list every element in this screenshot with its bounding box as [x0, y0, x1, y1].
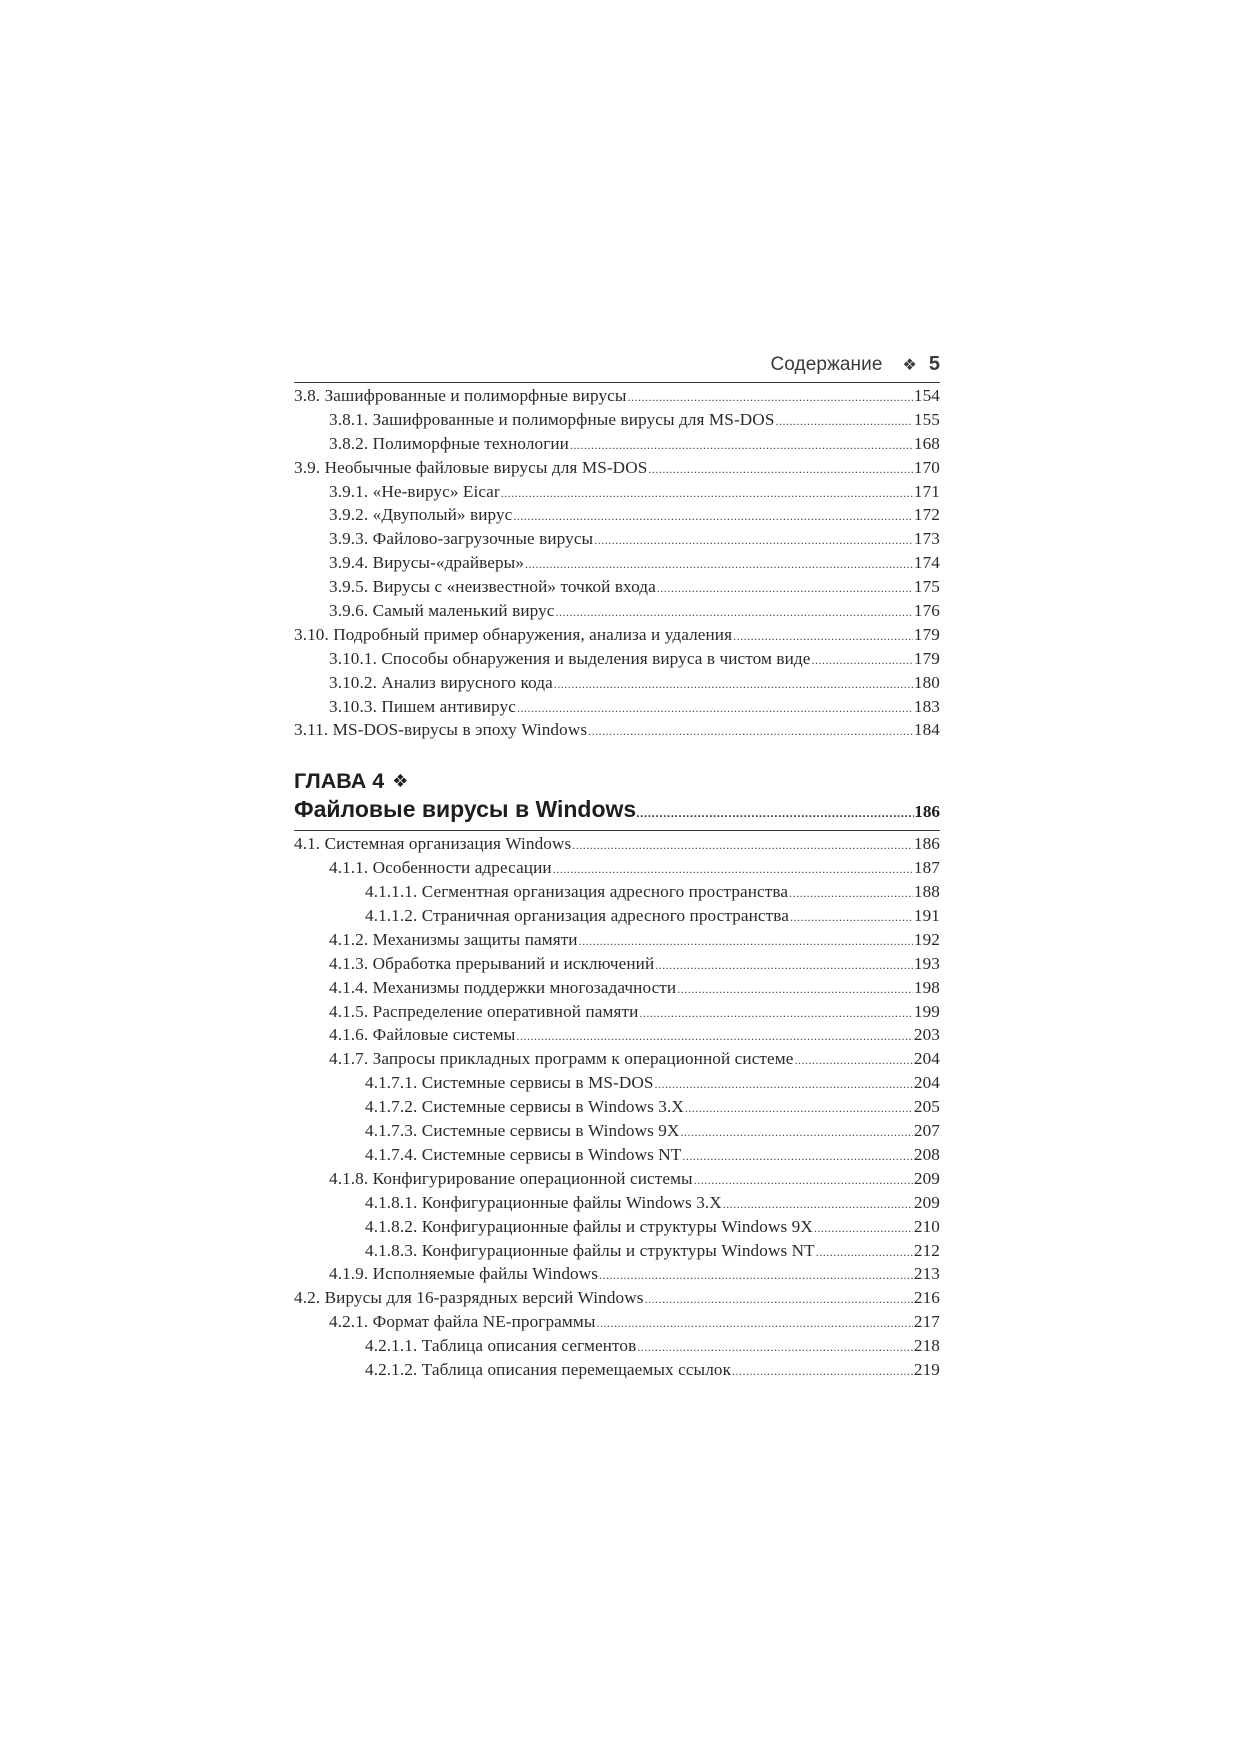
toc-entry-page: 184	[913, 720, 940, 740]
toc-entry[interactable]	[294, 954, 940, 978]
toc-entry-page: 209	[913, 1168, 940, 1188]
diamond-ornament-icon: ❖	[392, 770, 409, 791]
toc-entry[interactable]	[294, 1145, 940, 1169]
toc-entry-page: 203	[913, 1025, 940, 1045]
toc-entry[interactable]	[294, 1336, 940, 1360]
toc-entry-title: 4.1.6. Файловые системы	[329, 1025, 516, 1045]
toc-entry[interactable]	[294, 1360, 940, 1384]
toc-entry-page: 179	[913, 648, 940, 668]
toc-entry[interactable]	[294, 1049, 940, 1073]
toc-entry[interactable]	[294, 1097, 940, 1121]
toc-entry[interactable]	[294, 720, 940, 744]
toc-entry-title: 3.9.1. «Не-вирус» Eicar	[329, 481, 500, 501]
toc-entry-title: 4.1.1. Особенности адресации	[329, 858, 552, 878]
chapter-title: Файловые вирусы в Windows	[294, 796, 637, 823]
toc-entry-title: 3.10.1. Способы обнаружения и выделения вируса в чистом виде	[329, 648, 811, 668]
toc-entry-page: 170	[913, 457, 940, 477]
toc-entry-page: 199	[913, 1001, 940, 1021]
toc-entry-page: 155	[913, 409, 940, 429]
toc-entry[interactable]	[294, 906, 940, 930]
dot-leader	[645, 1292, 913, 1307]
toc-entry[interactable]	[294, 482, 940, 506]
toc-entry-title: 4.1.5. Распределение оперативной памяти	[329, 1001, 639, 1021]
dot-leader	[637, 1340, 913, 1355]
toc-entry-title: 4.1.9. Исполняемые файлы Windows	[329, 1264, 599, 1284]
dot-leader	[639, 1006, 913, 1021]
toc-entry[interactable]	[294, 529, 940, 553]
toc-entry-title: 3.8.1. Зашифрованные и полиморфные вирусы для MS-DOS	[329, 409, 775, 429]
toc-entry-page: 180	[913, 672, 940, 692]
toc-entry-title: 4.2. Вирусы для 16-разрядных версий Windows	[294, 1288, 644, 1308]
document-page	[294, 353, 940, 1384]
dot-leader	[516, 1029, 912, 1044]
toc-entry-page: 183	[913, 696, 940, 716]
toc-entry-page: 219	[913, 1359, 940, 1379]
toc-entry-page: 209	[913, 1192, 940, 1212]
toc-entry-page: 171	[913, 481, 940, 501]
toc-entry[interactable]	[294, 930, 940, 954]
toc-entry-title: 3.9.6. Самый маленький вирус	[329, 601, 555, 621]
dot-leader	[681, 1125, 913, 1140]
chapter-label: ГЛАВА 4	[294, 768, 385, 793]
toc-entry[interactable]	[294, 1312, 940, 1336]
dot-leader	[657, 581, 913, 596]
toc-entry[interactable]	[294, 1002, 940, 1026]
toc-entry[interactable]	[294, 649, 940, 673]
dot-leader	[570, 438, 913, 453]
dot-leader	[553, 862, 913, 877]
toc-entry[interactable]	[294, 577, 940, 601]
dot-leader	[572, 838, 913, 853]
toc-entry-page: 193	[913, 953, 940, 973]
toc-entry-title: 4.1.7.4. Системные сервисы в Windows NT	[365, 1144, 682, 1164]
toc-entry-title: 4.1.8.1. Конфигурационные файлы Windows 3.X	[365, 1192, 722, 1212]
toc-list-chapter-4	[294, 834, 940, 1383]
toc-entry-page: 213	[913, 1264, 940, 1284]
running-header	[294, 353, 940, 383]
diamond-ornament-icon: ❖	[902, 357, 917, 374]
toc-entry-title: 4.1.1.2. Страничная организация адресного пространства	[365, 906, 789, 926]
toc-entry-title: 3.9. Необычные файловые вирусы для MS-DOS	[294, 457, 648, 477]
toc-entry[interactable]	[294, 673, 940, 697]
toc-entry[interactable]	[294, 434, 940, 458]
dot-leader	[732, 1364, 913, 1379]
dot-leader	[655, 958, 913, 973]
toc-entry-title: 4.2.1.1. Таблица описания сегментов	[365, 1336, 637, 1356]
toc-entry-title: 4.1.4. Механизмы поддержки многозадачности	[329, 977, 677, 997]
dot-leader	[775, 414, 912, 429]
toc-entry-page: 192	[913, 929, 940, 949]
dot-leader	[501, 486, 913, 501]
toc-entry-page: 172	[913, 505, 940, 525]
dot-leader	[677, 982, 913, 997]
toc-entry[interactable]	[294, 858, 940, 882]
toc-entry-page: 216	[913, 1288, 940, 1308]
toc-entry-page: 188	[913, 882, 940, 902]
dot-leader	[599, 1268, 913, 1283]
dot-leader	[554, 677, 913, 692]
dot-leader	[812, 653, 913, 668]
toc-entry-title: 4.1.7.2. Системные сервисы в Windows 3.X	[365, 1097, 684, 1117]
toc-entry-page: 187	[913, 858, 940, 878]
dot-leader	[517, 701, 913, 716]
dot-leader	[648, 462, 913, 477]
toc-entry-page: 207	[913, 1121, 940, 1141]
toc-entry[interactable]	[294, 1121, 940, 1145]
toc-entry-title: 4.1.8.2. Конфигурационные файлы и структуры Windows 9X	[365, 1216, 813, 1236]
toc-entry-title: 4.2.1.2. Таблица описания перемещаемых ссылок	[365, 1359, 732, 1379]
dot-leader	[723, 1197, 913, 1212]
toc-entry[interactable]	[294, 1217, 940, 1241]
dot-leader	[814, 1221, 913, 1236]
toc-entry-page: 205	[913, 1097, 940, 1117]
toc-entry-title: 4.1.7. Запросы прикладных программ к операционной системе	[329, 1049, 794, 1069]
dot-leader	[594, 533, 913, 548]
dot-leader	[682, 1149, 913, 1164]
page-number: 5	[928, 353, 940, 375]
dot-leader	[685, 1101, 913, 1116]
toc-entry[interactable]	[294, 553, 940, 577]
dot-leader	[790, 910, 913, 925]
toc-entry-title: 4.1.8.3. Конфигурационные файлы и структуры Windows NT	[365, 1240, 815, 1260]
toc-entry-page: 217	[913, 1312, 940, 1332]
toc-entry-title: 4.1.1.1. Сегментная организация адресного пространства	[365, 882, 789, 902]
toc-entry-title: 3.9.4. Вирусы-«драйверы»	[329, 553, 525, 573]
dot-leader	[789, 886, 913, 901]
toc-entry-title: 3.10.2. Анализ вирусного кода	[329, 672, 553, 692]
toc-entry-title: 4.1. Системная организация Windows	[294, 834, 572, 854]
toc-entry-title: 4.2.1. Формат файла NE-программы	[329, 1312, 596, 1332]
toc-entry-page: 212	[913, 1240, 940, 1260]
chapter-title-row[interactable]	[294, 796, 940, 831]
toc-entry[interactable]	[294, 1025, 940, 1049]
toc-entry[interactable]	[294, 1169, 940, 1193]
toc-entry[interactable]	[294, 834, 940, 858]
dot-leader	[588, 724, 913, 739]
toc-entry-title: 3.11. MS-DOS-вирусы в эпоху Windows	[294, 720, 588, 740]
toc-entry-page: 176	[913, 601, 940, 621]
toc-entry-page: 208	[913, 1144, 940, 1164]
toc-entry-page: 173	[913, 529, 940, 549]
toc-entry[interactable]	[294, 458, 940, 482]
toc-entry[interactable]	[294, 625, 940, 649]
toc-entry[interactable]	[294, 1264, 940, 1288]
toc-entry-title: 3.9.3. Файлово-загрузочные вирусы	[329, 529, 594, 549]
dot-leader	[694, 1173, 913, 1188]
toc-entry[interactable]	[294, 410, 940, 434]
toc-entry[interactable]	[294, 1073, 940, 1097]
toc-entry[interactable]	[294, 1241, 940, 1265]
dot-leader	[794, 1053, 912, 1068]
toc-entry-page: 174	[913, 553, 940, 573]
toc-entry[interactable]	[294, 505, 940, 529]
toc-entry[interactable]	[294, 1288, 940, 1312]
toc-entry[interactable]	[294, 697, 940, 721]
toc-entry-title: 4.1.3. Обработка прерываний и исключений	[329, 953, 655, 973]
chapter-page-number: 186	[914, 802, 940, 822]
toc-entry-page: 204	[913, 1049, 940, 1069]
toc-entry-page: 204	[913, 1073, 940, 1093]
dot-leader	[596, 1316, 912, 1331]
dot-leader	[816, 1245, 913, 1260]
toc-list-chapter-3	[294, 386, 940, 744]
dot-leader	[556, 605, 913, 620]
toc-entry-title: 4.1.7.1. Системные сервисы в MS-DOS	[365, 1073, 654, 1093]
dot-leader	[579, 934, 913, 949]
toc-entry-page: 186	[913, 834, 940, 854]
toc-entry-title: 4.1.8. Конфигурирование операционной системы	[329, 1168, 693, 1188]
toc-entry-page: 198	[913, 977, 940, 997]
toc-entry-title: 3.9.2. «Двуполый» вирус	[329, 505, 513, 525]
toc-entry-title: 3.10. Подробный пример обнаружения, анализа и удаления	[294, 624, 733, 644]
toc-entry-title: 3.8. Зашифрованные и полиморфные вирусы	[294, 386, 627, 405]
running-header-title: Содержание	[770, 354, 883, 375]
toc-entry-title: 3.9.5. Вирусы с «неизвестной» точкой входа	[329, 577, 656, 597]
toc-entry-title: 3.8.2. Полиморфные технологии	[329, 433, 569, 453]
toc-entry[interactable]	[294, 882, 940, 906]
toc-entry[interactable]	[294, 601, 940, 625]
toc-entry[interactable]	[294, 978, 940, 1002]
toc-entry-title: 3.10.3. Пишем антивирус	[329, 696, 516, 716]
dot-leader	[655, 1077, 913, 1092]
chapter-label-row	[294, 766, 940, 796]
chapter-heading	[294, 766, 940, 831]
toc-entry[interactable]	[294, 386, 940, 410]
toc-entry-title: 4.1.2. Механизмы защиты памяти	[329, 929, 578, 949]
toc-entry-page: 168	[913, 433, 940, 453]
dot-leader	[636, 806, 914, 820]
toc-entry-page: 218	[913, 1336, 940, 1356]
toc-entry-title: 4.1.7.3. Системные сервисы в Windows 9X	[365, 1121, 680, 1141]
toc-entry-page: 210	[913, 1216, 940, 1236]
toc-entry-page: 191	[913, 906, 940, 926]
toc-entry-page: 175	[913, 577, 940, 597]
toc-entry-page: 154	[913, 386, 940, 405]
dot-leader	[628, 390, 913, 405]
toc-entry[interactable]	[294, 1193, 940, 1217]
dot-leader	[525, 557, 913, 572]
toc-entry-page: 179	[913, 624, 940, 644]
dot-leader	[513, 509, 913, 524]
dot-leader	[733, 629, 913, 644]
